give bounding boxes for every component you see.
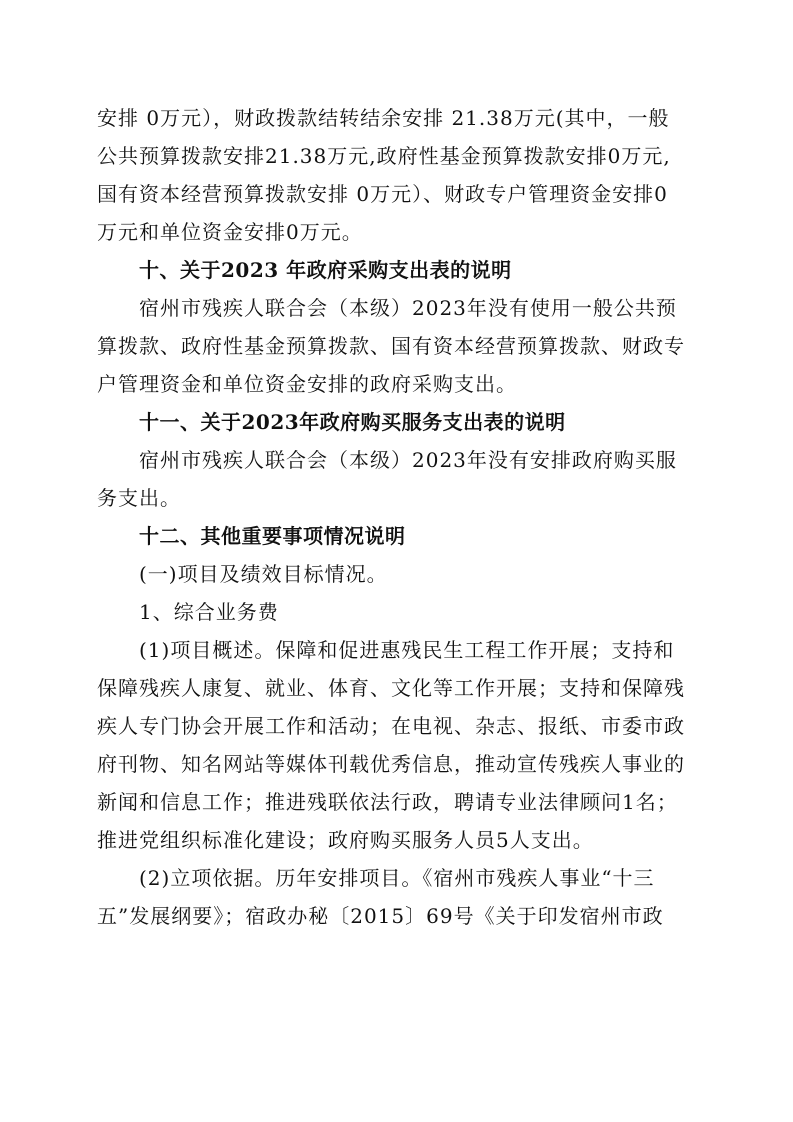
paragraph-line: 府刊物、知名网站等媒体刊载优秀信息，推动宣传残疾人事业的 [97,752,685,776]
subsection-heading: (一)项目及绩效目标情况。 [139,562,388,586]
paragraph-line: 推进党组织标准化建设；政府购买服务人员5人支出。 [97,828,594,852]
paragraph-line: 新闻和信息工作；推进残联依法行政，聘请专业法律顾问1名； [97,790,678,814]
section-heading-service-purchase: 十一、关于2023年政府购买服务支出表的说明 [139,410,566,434]
paragraph-line: (2)立项依据。历年安排项目。《宿州市残疾人事业“十三 [139,866,655,890]
paragraph-line: (1)项目概述。保障和促进惠残民生工程工作开展；支持和 [139,638,675,662]
paragraph-line: 安排 0万元），财政拨款结转结余安排 21.38万元(其中，一般 [97,106,670,130]
section-heading-other-matters: 十二、其他重要事项情况说明 [139,524,406,548]
document-body [97,99,697,935]
paragraph-line: 公共预算拨款安排21.38万元,政府性基金预算拨款安排0万元, [97,144,671,168]
section-heading-procurement: 十、关于2023 年政府采购支出表的说明 [139,258,512,282]
paragraph-line: 算拨款、政府性基金预算拨款、国有资本经营预算拨款、财政专 [97,334,685,358]
item-heading: 1、综合业务费 [139,600,279,624]
paragraph-line: 万元和单位资金安排0万元。 [97,220,363,244]
paragraph-line: 务支出。 [97,486,181,510]
paragraph-line: 宿州市残疾人联合会（本级）2023年没有使用一般公共预 [139,296,677,320]
paragraph-line: 保障残疾人康复、就业、体育、文化等工作开展；支持和保障残 [97,676,685,700]
paragraph-line: 疾人专门协会开展工作和活动；在电视、杂志、报纸、市委市政 [97,714,685,738]
paragraph-line: 户管理资金和单位资金安排的政府采购支出。 [97,372,517,396]
paragraph-line: 五”发展纲要》；宿政办秘〔2015〕69号《关于印发宿州市政 [97,904,664,928]
paragraph-line: 国有资本经营预算拨款安排 0万元）、财政专户管理资金安排0 [97,182,668,206]
paragraph-line: 宿州市残疾人联合会（本级）2023年没有安排政府购买服 [139,448,677,472]
